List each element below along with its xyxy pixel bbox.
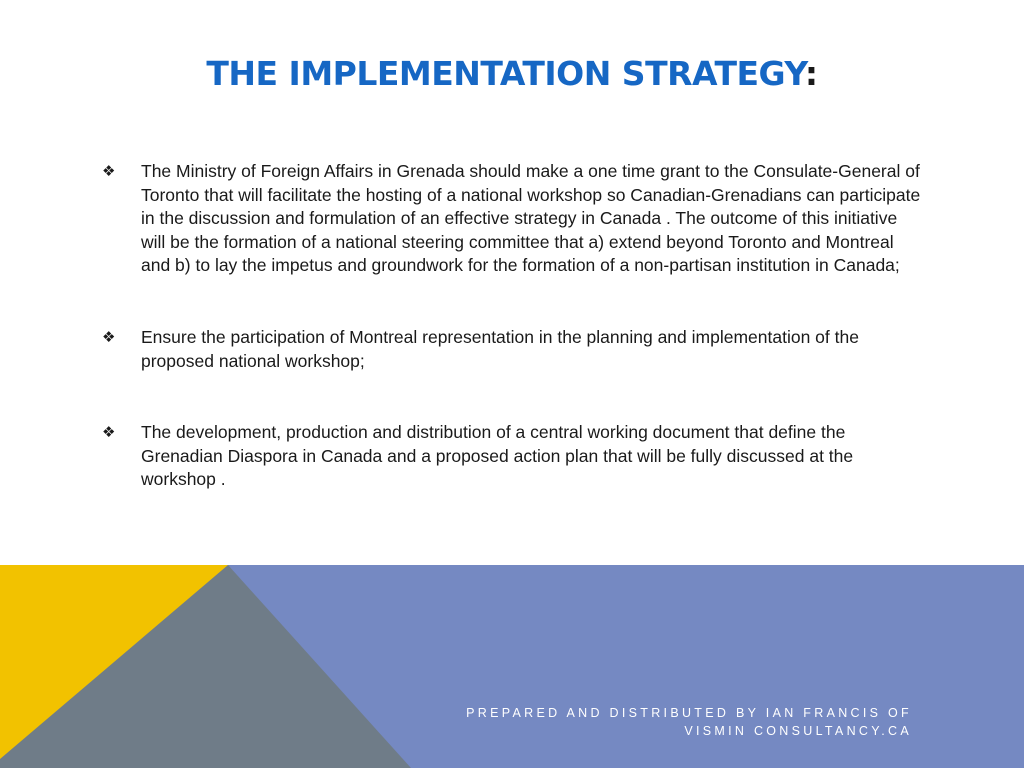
slide-title-text: THE IMPLEMENTATION STRATEGY <box>206 54 805 93</box>
bullet-item <box>102 326 924 373</box>
diamond-bullet-icon: ❖ <box>102 423 116 442</box>
bullet-text: The Ministry of Foreign Affairs in Grenada should make a one time grant to the Consulate-General of Toronto that will facilitate the hosting of a national workshop so Canadian-Grenadians can participate in the discussion and formulation of an effective strategy in Canada . The outcome of this initiative will be the formation of a national steering committee that a) extend beyond Toronto and Montreal and b) to lay the impetus and groundwork for the formation of a non-partisan institution in Canada; <box>141 161 921 276</box>
bullet-text: Ensure the participation of Montreal representation in the planning and implementation of the proposed national workshop; <box>141 326 859 371</box>
diamond-bullet-icon: ❖ <box>102 327 116 346</box>
footer-credit-line1: PREPARED AND DISTRIBUTED BY IAN FRANCIS OF <box>466 706 912 720</box>
bullet-text: The development, production and distribution of a central working document that define the Grenadian Diaspora in Canada and a proposed action plan that will be fully discussed at the workshop . <box>141 422 854 490</box>
bullet-list <box>102 160 924 492</box>
footer-credit <box>466 704 912 740</box>
bullet-item <box>102 160 924 278</box>
bullet-item <box>102 421 924 492</box>
diamond-bullet-icon: ❖ <box>102 162 116 180</box>
slide-title <box>0 52 1024 96</box>
slide-title-colon: : <box>804 54 818 93</box>
footer-credit-line2: VISMIN CONSULTANCY.CA <box>684 724 912 738</box>
